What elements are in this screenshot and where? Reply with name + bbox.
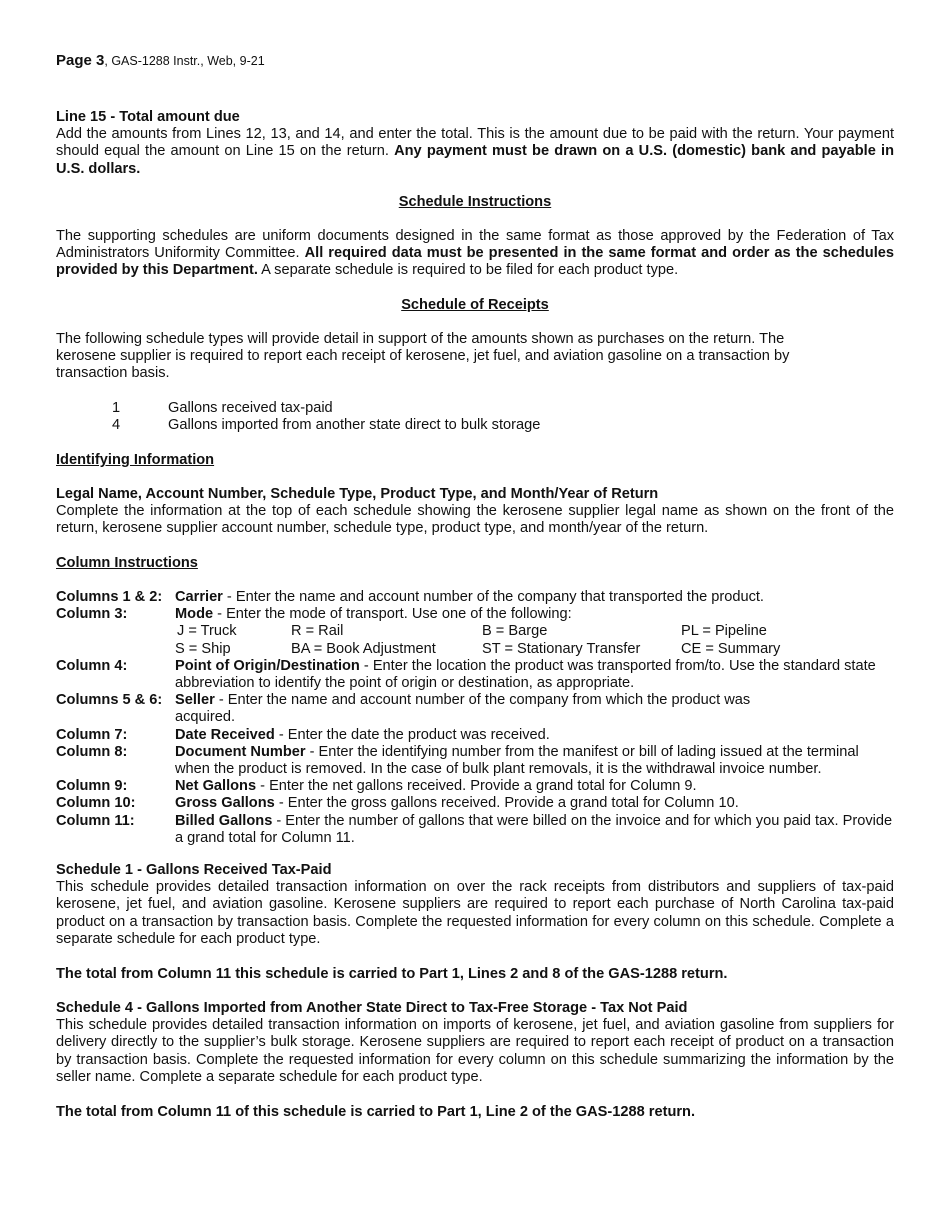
column-row — [56, 778, 894, 795]
schedule1-total-note: The total from Column 11 this schedule is carried to Part 1, Lines 2 and 8 of the GAS-1288 return. — [56, 966, 728, 982]
column-description — [175, 658, 894, 692]
column-row — [56, 727, 894, 744]
schedule-type-label: Gallons imported from another state direct to bulk storage — [168, 417, 541, 434]
column-row — [56, 606, 894, 623]
schedule1-text: This schedule provides detailed transaction information on over the rack receipts from distributors and suppliers of tax-paid kerosene, jet fuel, and aviation gasoline. Kerosene suppliers are required to report each purchase of North Carolina tax-paid product on a transaction by transaction basis. Complete the requested information for every column on this schedule. Complete a separate schedule for each product type. — [56, 879, 894, 947]
schedule-of-receipts-text: The following schedule types will provide detail in support of the amounts shown as purchases on the return. The kerosene supplier is required to report each receipt of kerosene, jet fuel, and aviation gasoline on a transaction by transaction basis. — [56, 331, 790, 382]
mode-code: ST = Stationary Transfer — [482, 640, 641, 657]
schedule-type-number: 4 — [112, 417, 121, 434]
column-label: Column 8: — [56, 743, 128, 760]
schedule-type-label: Gallons received tax-paid — [168, 400, 333, 416]
identifying-heading: Identifying Information — [56, 452, 215, 468]
schedule-of-receipts-heading: Schedule of Receipts — [401, 297, 549, 313]
column-text: - Enter the name and account number of the company that transported the product. — [222, 589, 764, 605]
column-text: - Enter the gross gallons received. Provide a grand total for Column 10. — [274, 795, 739, 812]
column-row — [56, 589, 894, 606]
column-text: - Enter the identifying number from the manifest or bill of lading issued at the terminal when the product is removed. In the case of bulk plant removals, it is the withdrawal invoice number. — [175, 743, 859, 777]
column-term: Document Number — [175, 743, 306, 760]
column-label: Column 10: — [56, 795, 136, 812]
column-term: Date Received — [175, 726, 275, 743]
page-number: Page 3 — [56, 52, 105, 69]
schedule-type-item — [56, 417, 894, 434]
column-label: Columns 5 & 6: — [56, 692, 163, 709]
identifying-text: Complete the information at the top of each schedule showing the kerosene supplier legal name as shown on the front of the return, kerosene supplier account number, schedule type, product type, and month/year of the return. — [56, 503, 894, 537]
line15-heading: Line 15 - Total amount due — [56, 109, 240, 125]
column-description — [175, 727, 894, 744]
column-term: Billed Gallons — [175, 812, 273, 829]
column-description — [175, 744, 894, 778]
page-header — [56, 52, 265, 70]
schedule-instructions-body1: The supporting schedules are uniform documents designed in the same format as those approved by the Federation of Tax Administrators Uniformity Committee. — [56, 228, 894, 262]
schedule-instructions-heading: Schedule Instructions — [398, 194, 552, 210]
line15-text — [56, 126, 894, 178]
mode-code: CE = Summary — [681, 640, 781, 657]
column-description — [175, 778, 894, 795]
schedule4-total-note: The total from Column 11 of this schedule is carried to Part 1, Line 2 of the GAS-1288 return. — [56, 1104, 696, 1120]
column-description — [175, 813, 894, 847]
mode-code: BA = Book Adjustment — [291, 640, 436, 657]
schedule4-text: This schedule provides detailed transaction information on imports of kerosene, jet fuel, and aviation gasoline from suppliers for delivery directly to the supplier’s bulk storage. Kerosene suppliers are required to report each receipt of product on a transaction by transaction basis. Complete the requested information for every column on this schedule summarizing the information by the seller name. Complete a separate schedule for each product type. — [56, 1017, 894, 1085]
line15-payment-note: Any payment must be drawn on a U.S. (domestic) bank and payable in U.S. dollars. — [56, 143, 894, 177]
schedule1-section — [56, 862, 894, 948]
schedule-type-item — [56, 400, 894, 417]
column-text: - Enter the date the product was received. — [274, 726, 550, 743]
column-text: - Enter the number of gallons that were billed on the invoice and for which you paid tax. Provide a grand total for Column 11. — [175, 812, 893, 846]
column-text: - Enter the mode of transport. Use one of the following: — [213, 606, 572, 623]
schedule-type-number: 1 — [112, 400, 121, 416]
column-description — [175, 606, 894, 623]
mode-codes-row — [175, 641, 894, 658]
mode-code: S = Ship — [175, 640, 231, 657]
column-term: Carrier — [175, 589, 223, 605]
column-label: Column 4: — [56, 657, 128, 674]
mode-codes-row — [175, 623, 894, 640]
column-label: Column 7: — [56, 726, 128, 743]
schedule1-heading: Schedule 1 - Gallons Received Tax-Paid — [56, 862, 332, 878]
schedule-type-list — [56, 400, 894, 434]
column-description — [175, 589, 894, 606]
schedule-instructions-bold: All required data must be presented in the same format and order as the schedules provided by this Department. — [56, 245, 894, 279]
column-term: Net Gallons — [175, 778, 257, 795]
mode-code: R = Rail — [291, 623, 344, 640]
mode-code: PL = Pipeline — [681, 623, 767, 640]
column-term: Mode — [175, 606, 214, 623]
column-term: Gross Gallons — [175, 795, 275, 812]
column-row — [56, 658, 894, 692]
identifying-section — [56, 486, 894, 538]
column-description — [175, 692, 894, 726]
column-term: Seller — [175, 692, 215, 709]
mode-code: B = Barge — [482, 623, 548, 640]
column-description — [175, 795, 894, 812]
column-text: - Enter the net gallons received. Provide a grand total for Column 9. — [256, 778, 697, 795]
column-row — [56, 744, 894, 778]
column-row — [56, 692, 894, 726]
identifying-subheading: Legal Name, Account Number, Schedule Type, Product Type, and Month/Year of Return — [56, 486, 659, 502]
document-reference: , GAS-1288 Instr., Web, 9-21 — [104, 54, 265, 68]
schedule-instructions-text — [56, 228, 894, 280]
column-row — [56, 795, 894, 812]
column-label: Column 3: — [56, 606, 128, 623]
column-label: Columns 1 & 2: — [56, 589, 163, 605]
column-row — [56, 813, 894, 847]
schedule4-heading: Schedule 4 - Gallons Imported from Another State Direct to Tax-Free Storage - Tax Not Paid — [56, 1000, 688, 1016]
line15-section — [56, 109, 894, 178]
schedule-instructions-body2: A separate schedule is required to be filed for each product type. — [257, 262, 679, 279]
column-text: - Enter the name and account number of the company from which the product was acquired. — [175, 692, 751, 726]
column-label: Column 9: — [56, 778, 128, 795]
column-term: Point of Origin/Destination — [175, 657, 360, 674]
column-text: - Enter the location the product was transported from/to. Use the standard state abbreviation to identify the point of origin or destination, as appropriate. — [175, 657, 876, 691]
mode-code: J = Truck — [177, 623, 237, 640]
column-instructions-heading: Column Instructions — [56, 555, 198, 571]
line15-body: Add the amounts from Lines 12, 13, and 14, and enter the total. This is the amount due to be paid with the return. Your payment should equal the amount on Line 15 on the return. — [56, 126, 894, 160]
column-instructions-list — [56, 589, 894, 847]
schedule4-section — [56, 1000, 894, 1086]
column-label: Column 11: — [56, 812, 135, 829]
